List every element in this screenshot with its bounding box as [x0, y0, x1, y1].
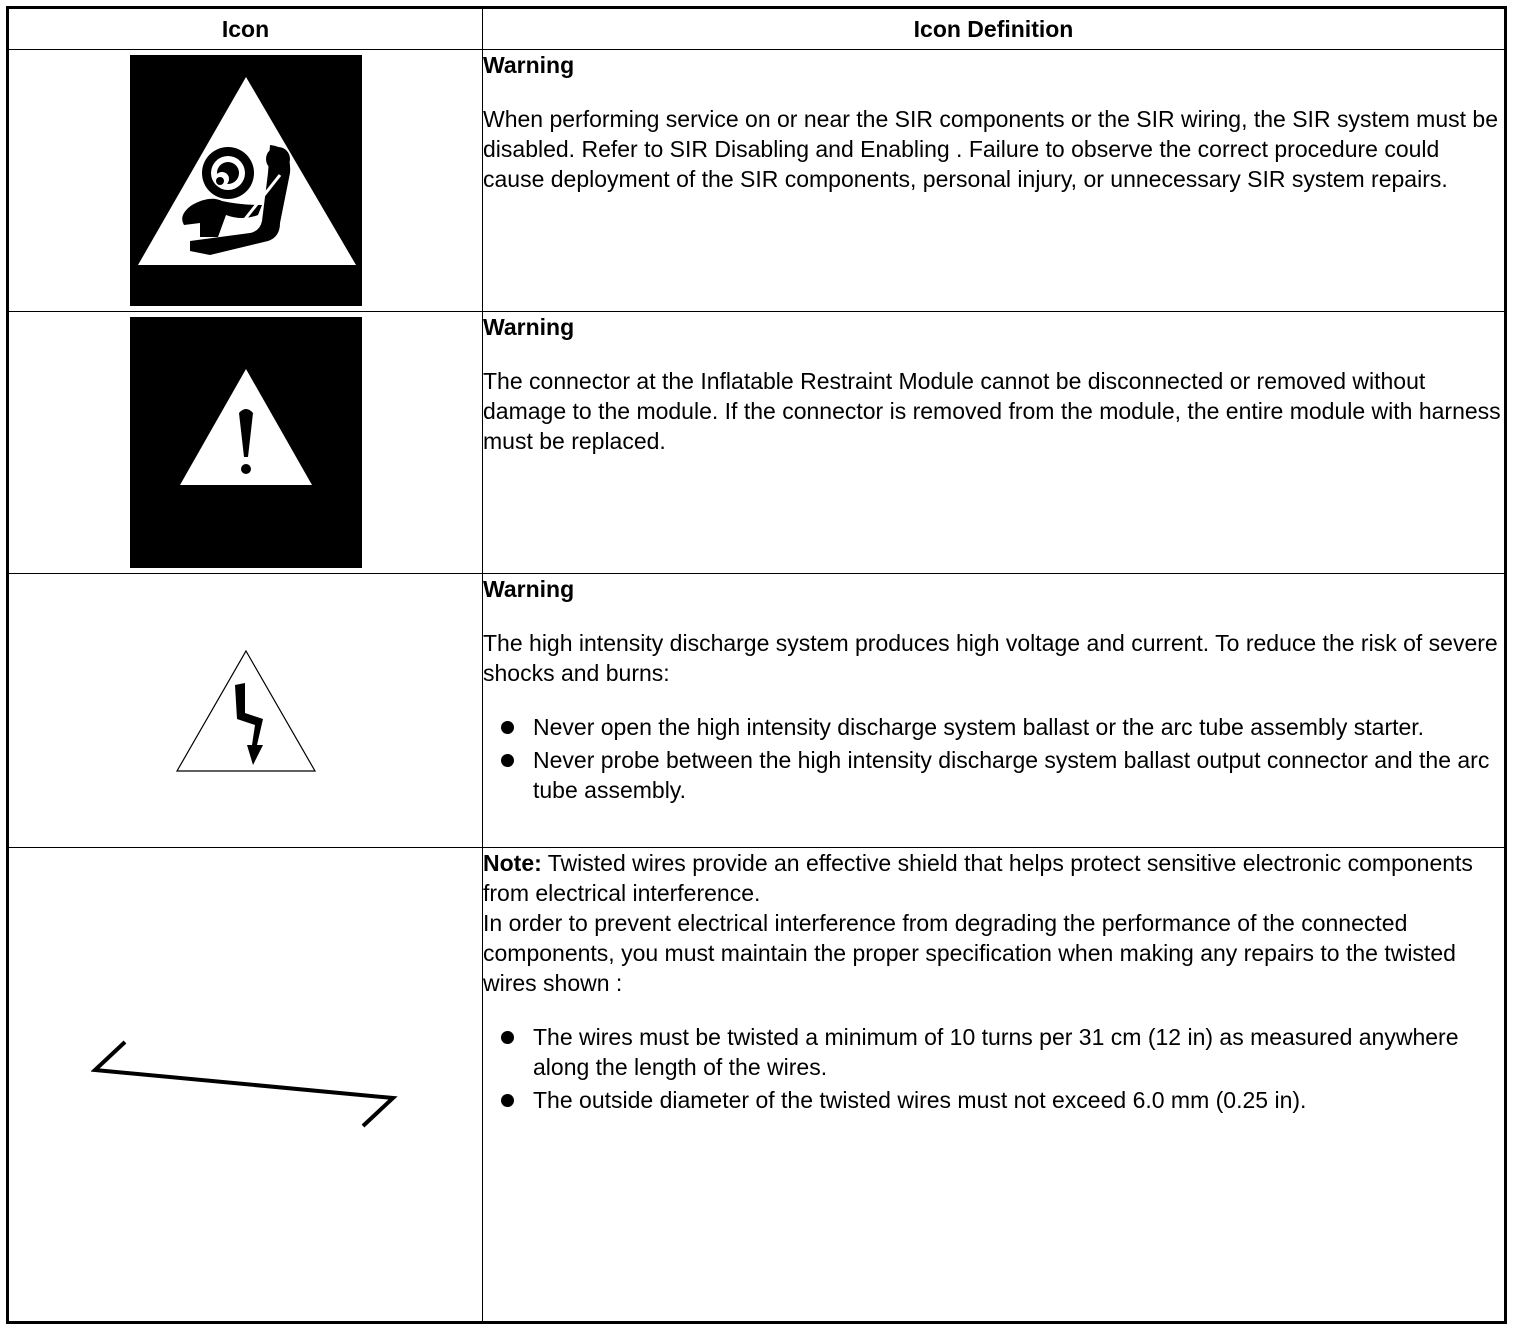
- table-row: [8, 574, 1506, 848]
- twisted-wire-icon: [91, 1040, 401, 1130]
- bullet-list: [483, 1022, 1504, 1115]
- bullet-icon: [501, 754, 514, 767]
- header-definition: Icon Definition: [483, 8, 1506, 50]
- definition-title: Warning: [483, 314, 575, 340]
- definition-body: In order to prevent electrical interference from degrading the performance of the connected components, you must maintain the proper specification when making any repairs to the twisted wires shown :: [483, 910, 1456, 996]
- bullet-list: [483, 712, 1504, 805]
- note-label: Note:: [483, 850, 542, 876]
- list-item: Never open the high intensity discharge system ballast or the arc tube assembly starter.: [483, 712, 1504, 742]
- definition-body: When performing service on or near the SIR components or the SIR wiring, the SIR system must be disabled. Refer to SIR Disabling and Enabling . Failure to observe the correct procedure could cause deployment of the SIR components, personal injury, or unnecessary SIR system repairs.: [483, 106, 1498, 192]
- high-voltage-warning-icon: [175, 649, 317, 773]
- icon-cell: [8, 312, 483, 574]
- icon-cell: [8, 50, 483, 312]
- bullet-icon: [501, 1094, 514, 1107]
- list-item: The outside diameter of the twisted wires must not exceed 6.0 mm (0.25 in).: [483, 1085, 1504, 1115]
- icon-cell: [8, 848, 483, 1323]
- definition-body: The high intensity discharge system produces high voltage and current. To reduce the risk of severe shocks and burns:: [483, 630, 1498, 686]
- definition-cell: [483, 574, 1506, 848]
- list-item: Never probe between the high intensity discharge system ballast output connector and the arc tube assembly.: [483, 745, 1504, 805]
- header-row: [8, 8, 1506, 50]
- exclamation-warning-icon: [130, 317, 362, 568]
- definition-cell: [483, 312, 1506, 574]
- list-item: The wires must be twisted a minimum of 10 turns per 31 cm (12 in) as measured anywhere along the length of the wires.: [483, 1022, 1504, 1082]
- definition-title: Warning: [483, 52, 575, 78]
- bullet-icon: [501, 1031, 514, 1044]
- note-lead: Note: Twisted wires provide an effective shield that helps protect sensitive electronic components from electrical interference.: [483, 850, 1473, 906]
- header-icon: Icon: [8, 8, 483, 50]
- table-row: [8, 848, 1506, 1323]
- airbag-warning-icon: [130, 55, 362, 306]
- bullet-icon: [501, 721, 514, 734]
- definition-body: The connector at the Inflatable Restraint Module cannot be disconnected or removed without damage to the module. If the connector is removed from the module, the entire module with harness must be replaced.: [483, 368, 1501, 454]
- table-row: [8, 50, 1506, 312]
- icon-cell: [8, 574, 483, 848]
- table-row: [8, 312, 1506, 574]
- icon-definition-table: [6, 6, 1507, 1324]
- definition-title: Warning: [483, 576, 575, 602]
- definition-cell: [483, 50, 1506, 312]
- definition-cell: [483, 848, 1506, 1323]
